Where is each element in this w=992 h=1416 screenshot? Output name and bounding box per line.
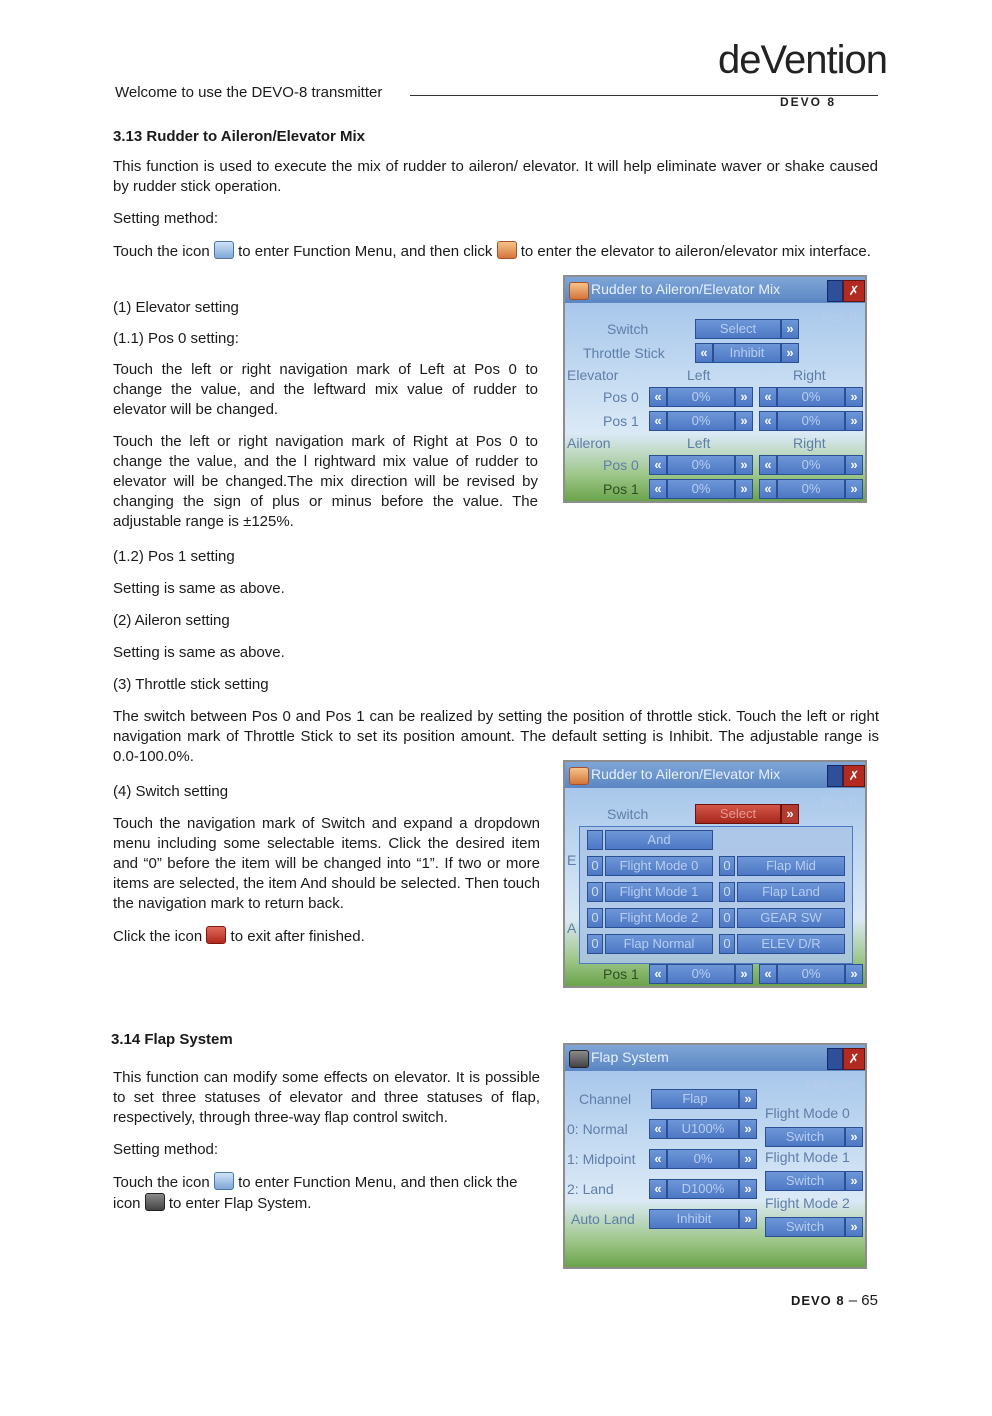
- normal-value: U100%: [667, 1119, 739, 1139]
- exit-icon[interactable]: ✗: [843, 280, 865, 302]
- pos1-right-next[interactable]: »: [845, 964, 863, 984]
- section-intro: This function is used to execute the mix of rudder to aileron/ elevator. It will help eliminate waver or shake caused by rudder stick operation.: [113, 158, 878, 195]
- elev-pos0-left-prev[interactable]: «: [649, 387, 667, 407]
- instruction-paragraph: [113, 241, 878, 262]
- option-gear-sw[interactable]: GEAR SW: [737, 908, 845, 928]
- footer-brand: DEVO 8: [790, 1293, 845, 1308]
- flap-instruction-text-b: to enter Function Menu, and then click the icon: [113, 1174, 518, 1212]
- flight-mode-0-next-button[interactable]: »: [845, 1127, 863, 1147]
- ail-pos0-right-prev[interactable]: «: [759, 455, 777, 475]
- option-flap-mid[interactable]: Flap Mid: [737, 856, 845, 876]
- channel-value: Flap: [651, 1089, 739, 1109]
- elev-pos1-label: Pos 1: [603, 413, 639, 429]
- flight-mode-1-next-button[interactable]: »: [845, 1171, 863, 1191]
- exit-text-a: Click the icon: [113, 928, 203, 945]
- screen-titlebar: [565, 1045, 865, 1071]
- switch-label: Switch: [607, 806, 649, 822]
- page-number: – 65: [848, 1292, 878, 1309]
- switch-select-field[interactable]: Select: [695, 319, 781, 339]
- flap-instruction-text-c: to enter Flap System.: [168, 1195, 312, 1212]
- option-checkbox[interactable]: 0: [587, 882, 603, 902]
- elevator-setting-heading: (1) Elevator setting: [113, 299, 239, 316]
- switch-text: Touch the navigation mark of Switch and expand a dropdown menu including some selectable items. Click the desired item and “0” before the item will be changed into “1”. If two or more items are selected, the item And should be selected. Then touch the navigation mark to return back.: [113, 815, 540, 912]
- switch-next-button[interactable]: »: [781, 319, 799, 339]
- pos0-right-text: Touch the left or right navigation mark of Right at Pos 0 to change the value, and the l rightward mix value of rudder to elevator will be changed.The mix direction will be revised by changing the sign of plus or minus before the value. The adjustable range is ±125%.: [113, 433, 538, 530]
- normal-prev-button[interactable]: «: [649, 1119, 667, 1139]
- normal-next-button[interactable]: »: [739, 1119, 757, 1139]
- option-flight-mode-0[interactable]: Flight Mode 0: [605, 856, 713, 876]
- menu-icon[interactable]: [827, 1048, 843, 1070]
- ail-pos1-left-value: 0%: [667, 479, 735, 499]
- flight-mode-0-switch: Switch: [765, 1127, 845, 1147]
- exit-text-b: to exit after finished.: [230, 928, 365, 945]
- switch-next-button[interactable]: »: [781, 804, 799, 824]
- elev-pos0-right-prev[interactable]: «: [759, 387, 777, 407]
- instruction-text-a: Touch the icon: [113, 243, 210, 260]
- screen-title: Rudder to Aileron/Elevator Mix: [591, 766, 781, 782]
- land-label: 2: Land: [567, 1181, 614, 1197]
- elevator-label: Elevator: [567, 367, 619, 383]
- elev-pos1-left-next[interactable]: »: [735, 411, 753, 431]
- throttle-text: The switch between Pos 0 and Pos 1 can be realized by setting the position of throttle stick. Touch the left or right navigation mark of Throttle Stick to set its position amount. The default setting is Inhibit. The adjustable range is 0.0-100.0%.: [113, 708, 879, 765]
- land-next-button[interactable]: »: [739, 1179, 757, 1199]
- option-elev-dr[interactable]: ELEV D/R: [737, 934, 845, 954]
- throttle-setting-heading: (3) Throttle stick setting: [113, 676, 269, 693]
- and-checkbox[interactable]: [587, 830, 603, 850]
- left-column-label: Left: [687, 367, 711, 383]
- midpoint-prev-button[interactable]: «: [649, 1149, 667, 1169]
- option-flight-mode-2[interactable]: Flight Mode 2: [605, 908, 713, 928]
- function-menu-icon: [214, 1172, 234, 1190]
- switch-select-field-active[interactable]: Select: [695, 804, 781, 824]
- aileron-label: Aileron: [567, 435, 611, 451]
- screen-rudder-mix: [563, 275, 867, 503]
- right-column-label: Right: [793, 367, 826, 383]
- flight-mode-0-label: Flight Mode 0: [765, 1105, 850, 1121]
- function-menu-icon: [214, 241, 234, 259]
- ail-pos0-right-next[interactable]: »: [845, 455, 863, 475]
- ail-pos0-left-value: 0%: [667, 455, 735, 475]
- option-flight-mode-1[interactable]: Flight Mode 1: [605, 882, 713, 902]
- auto-land-value: Inhibit: [649, 1209, 739, 1229]
- instruction-text-c: to enter the elevator to aileron/elevator mix interface.: [520, 243, 871, 260]
- screen-title: Rudder to Aileron/Elevator Mix: [591, 281, 781, 297]
- pos1-label: Pos 1: [603, 966, 639, 982]
- same-as-above-2: Setting is same as above.: [113, 644, 285, 661]
- pos-indicator: Pos 0: [821, 794, 857, 810]
- throttle-stick-label: Throttle Stick: [583, 345, 665, 361]
- land-value: D100%: [667, 1179, 739, 1199]
- exit-icon[interactable]: ✗: [843, 1048, 865, 1070]
- exit-icon: [206, 926, 226, 944]
- aileron-label-partial: A: [567, 920, 577, 936]
- flight-mode-1-label: Flight Mode 1: [765, 1149, 850, 1165]
- pos-indicator: Pos 0: [821, 309, 857, 325]
- option-checkbox[interactable]: 0: [719, 934, 735, 954]
- pos1-setting-heading: (1.2) Pos 1 setting: [113, 548, 235, 565]
- elev-pos0-left-next[interactable]: »: [735, 387, 753, 407]
- pos1-left-value: 0%: [667, 964, 735, 984]
- auto-land-next-button[interactable]: »: [739, 1209, 757, 1229]
- brand-logo: deVention: [718, 38, 887, 82]
- option-checkbox[interactable]: 0: [587, 934, 603, 954]
- midpoint-next-button[interactable]: »: [739, 1149, 757, 1169]
- option-flap-normal[interactable]: Flap Normal: [605, 934, 713, 954]
- elev-pos0-right-next[interactable]: »: [845, 387, 863, 407]
- option-checkbox[interactable]: 0: [719, 882, 735, 902]
- option-flap-land[interactable]: Flap Land: [737, 882, 845, 902]
- pos1-left-next[interactable]: »: [735, 964, 753, 984]
- left-column-label: Left: [687, 435, 711, 451]
- channel-label: Channel: [579, 1091, 632, 1107]
- ail-pos1-label: Pos 1: [603, 481, 639, 497]
- elev-pos1-right-next[interactable]: »: [845, 411, 863, 431]
- flight-mode-2-label: Flight Mode 2: [765, 1195, 850, 1211]
- mode-indicator: Midpoint: [805, 1077, 858, 1093]
- switch-setting-heading: (4) Switch setting: [113, 783, 229, 800]
- auto-land-label: Auto Land: [571, 1211, 635, 1227]
- same-as-above-1: Setting is same as above.: [113, 580, 285, 597]
- menu-icon[interactable]: [827, 765, 843, 787]
- elev-pos1-left-prev[interactable]: «: [649, 411, 667, 431]
- screen-switch-dropdown: [563, 760, 867, 988]
- ail-pos1-left-prev[interactable]: «: [649, 479, 667, 499]
- elev-pos1-left-value: 0%: [667, 411, 735, 431]
- ail-pos1-right-prev[interactable]: «: [759, 479, 777, 499]
- pos1-left-prev[interactable]: «: [649, 964, 667, 984]
- instruction-text-b: to enter Function Menu, and then click: [238, 243, 493, 260]
- screen-titlebar: [565, 762, 865, 788]
- throttle-prev-button[interactable]: «: [695, 343, 713, 363]
- flight-mode-2-switch: Switch: [765, 1217, 845, 1237]
- brand-logo-sub: DEVO 8: [780, 95, 837, 109]
- screen-titlebar: [565, 277, 865, 303]
- flight-mode-1-switch: Switch: [765, 1171, 845, 1191]
- mix-icon: [569, 282, 589, 300]
- pos1-right-prev[interactable]: «: [759, 964, 777, 984]
- flap-system-icon: [145, 1193, 165, 1211]
- elev-pos1-right-prev[interactable]: «: [759, 411, 777, 431]
- pos0-setting-heading: (1.1) Pos 0 setting:: [113, 330, 239, 347]
- ail-pos1-right-value: 0%: [777, 479, 845, 499]
- exit-paragraph: [113, 926, 365, 947]
- flap-system-icon: [569, 1050, 589, 1068]
- midpoint-label: 1: Midpoint: [567, 1151, 636, 1167]
- pos1-right-value: 0%: [777, 964, 845, 984]
- option-checkbox[interactable]: 0: [587, 908, 603, 928]
- option-checkbox[interactable]: 0: [719, 856, 735, 876]
- flap-instruction-text-a: Touch the icon: [113, 1174, 210, 1191]
- land-prev-button[interactable]: «: [649, 1179, 667, 1199]
- option-checkbox[interactable]: 0: [587, 856, 603, 876]
- ail-pos0-label: Pos 0: [603, 457, 639, 473]
- ail-pos0-left-next[interactable]: »: [735, 455, 753, 475]
- ail-pos0-right-value: 0%: [777, 455, 845, 475]
- option-checkbox[interactable]: 0: [719, 908, 735, 928]
- menu-icon[interactable]: [827, 280, 843, 302]
- right-column-label: Right: [793, 435, 826, 451]
- midpoint-value: 0%: [667, 1149, 739, 1169]
- flap-instruction-paragraph: [113, 1172, 541, 1214]
- section-title-3-14: 3.14 Flap System: [111, 1031, 233, 1048]
- elevator-label-partial: E: [567, 852, 577, 868]
- pos0-left-text: Touch the left or right navigation mark of Left at Pos 0 to change the value, and the leftward mix value of rudder to elevator will be changed.: [113, 361, 538, 418]
- elev-pos0-label: Pos 0: [603, 389, 639, 405]
- flap-setting-method-label: Setting method:: [113, 1141, 219, 1158]
- throttle-next-button[interactable]: »: [781, 343, 799, 363]
- channel-next-button[interactable]: »: [739, 1089, 757, 1109]
- elev-pos0-right-value: 0%: [777, 387, 845, 407]
- throttle-value: Inhibit: [713, 343, 781, 363]
- setting-method-label: Setting method:: [113, 210, 219, 227]
- elev-pos0-left-value: 0%: [667, 387, 735, 407]
- ail-pos1-right-next[interactable]: »: [845, 479, 863, 499]
- section-title-3-13: 3.13 Rudder to Aileron/Elevator Mix: [113, 128, 366, 145]
- normal-label: 0: Normal: [567, 1121, 628, 1137]
- flight-mode-2-next-button[interactable]: »: [845, 1217, 863, 1237]
- and-option[interactable]: And: [605, 830, 713, 850]
- switch-label: Switch: [607, 321, 649, 337]
- header-welcome: Welcome to use the DEVO-8 transmitter: [115, 84, 383, 101]
- mix-icon: [569, 767, 589, 785]
- exit-icon[interactable]: ✗: [843, 765, 865, 787]
- flap-intro: This function can modify some effects on elevator. It is possible to set three statuses of elevator and three statuses of flap, respectively, through three-way flap control switch.: [113, 1069, 540, 1126]
- aileron-setting-heading: (2) Aileron setting: [113, 612, 230, 629]
- ail-pos0-left-prev[interactable]: «: [649, 455, 667, 475]
- elev-pos1-right-value: 0%: [777, 411, 845, 431]
- mix-icon: [497, 241, 517, 259]
- ail-pos1-left-next[interactable]: »: [735, 479, 753, 499]
- screen-title: Flap System: [591, 1049, 669, 1065]
- page-footer: [791, 1292, 878, 1309]
- screen-flap-system: [563, 1043, 867, 1269]
